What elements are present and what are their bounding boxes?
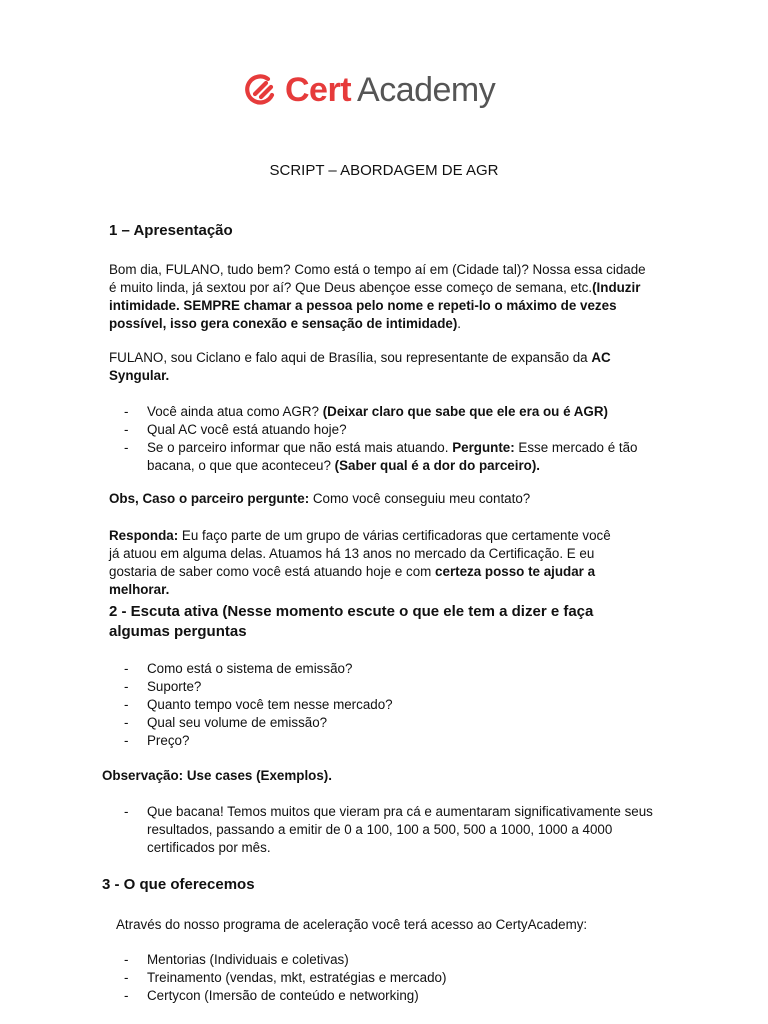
offer-list xyxy=(109,951,669,1005)
intro-paragraph xyxy=(109,349,654,385)
approach-question-list xyxy=(109,403,669,475)
question-label: Pergunte: xyxy=(452,440,515,455)
list-item: - Como está o sistema de emissão? xyxy=(109,660,669,678)
question-text: Se o parceiro informar que não está mais atuando. xyxy=(147,440,453,455)
listening-question-list xyxy=(109,660,669,750)
cert-academy-logo-icon xyxy=(243,72,279,108)
logo-text-academy: Academy xyxy=(357,71,496,109)
greeting-instruction: (Induzir intimidade. SEMPRE chamar a pessoa pelo nome e repeti-lo o máximo de vezes possível, isso gera conexão e sensação de intimidade) xyxy=(109,280,641,331)
obs-paragraph xyxy=(109,490,649,508)
list-item: - Mentorias (Individuais e coletivas) xyxy=(109,951,669,969)
list-item: - Que bacana! Temos muitos que vieram pra cá e aumentaram significativamente seus resultados, passando a emitir de 0 a 100, 100 a 500, 500 a 1000, 1000 a 4000 certificados por mês. xyxy=(109,803,654,857)
use-cases-note: Observação: Use cases (Exemplos). xyxy=(102,768,332,783)
offer-intro: Através do nosso programa de aceleração você terá acesso ao CertyAcademy: xyxy=(116,917,588,932)
obs-label: Obs, Caso o parceiro pergunte: xyxy=(109,491,310,506)
list-item: - Suporte? xyxy=(109,678,669,696)
cert-academy-logo xyxy=(243,68,495,112)
list-item xyxy=(109,403,669,421)
response-emphasis: certeza posso te ajudar a melhorar. xyxy=(109,564,596,597)
question-text-2: Esse mercado é tão bacana, o que que aconteceu? xyxy=(147,440,638,473)
response-text: Eu faço parte de um grupo de várias certificadoras que certamente você já atuou em alguma delas. Atuamos há 13 anos no mercado da Certificação. E eu gostaria de saber como você está atuando hoje e com xyxy=(109,528,611,579)
question-text: Você ainda atua como AGR? xyxy=(147,404,323,419)
obs-text: Como você conseguiu meu contato? xyxy=(309,491,531,506)
page-title: SCRIPT – ABORDAGEM DE AGR xyxy=(269,162,499,179)
list-item: - Qual seu volume de emissão? xyxy=(109,714,669,732)
question-note: (Deixar claro que sabe que ele era ou é AGR) xyxy=(322,404,608,419)
intro-text: FULANO, sou Ciclano e falo aqui de Brasília, sou representante de expansão da xyxy=(109,350,592,365)
logo-text-cert: Cert xyxy=(285,71,352,109)
response-label: Responda: xyxy=(109,528,179,543)
section-1-heading: 1 – Apresentação xyxy=(109,222,233,239)
section-2-heading: 2 - Escuta ativa (Nesse momento escute o que ele tem a dizer e faça algumas perguntas xyxy=(109,603,594,640)
list-item: - Preço? xyxy=(109,732,669,750)
greeting-end: . xyxy=(457,316,462,331)
list-item: - Quanto tempo você tem nesse mercado? xyxy=(109,696,669,714)
question-text: Qual AC você está atuando hoje? xyxy=(147,422,347,437)
intro-ac-name: AC Syngular. xyxy=(109,350,611,383)
question-note: (Saber qual é a dor do parceiro). xyxy=(334,458,541,473)
list-item: - Certycon (Imersão de conteúdo e networking) xyxy=(109,987,669,1005)
use-case-list xyxy=(109,803,654,857)
list-item xyxy=(109,421,669,439)
response-paragraph xyxy=(109,527,624,599)
list-item xyxy=(109,439,669,475)
list-item: - Treinamento (vendas, mkt, estratégias e mercado) xyxy=(109,969,669,987)
section-3-heading: 3 - O que oferecemos xyxy=(102,876,255,893)
greeting-paragraph xyxy=(109,261,649,333)
greeting-text: Bom dia, FULANO, tudo bem? Como está o tempo aí em (Cidade tal)? Nossa essa cidade é muito linda, já sextou por aí? Que Deus abençoe esse começo de semana, etc. xyxy=(109,262,646,295)
